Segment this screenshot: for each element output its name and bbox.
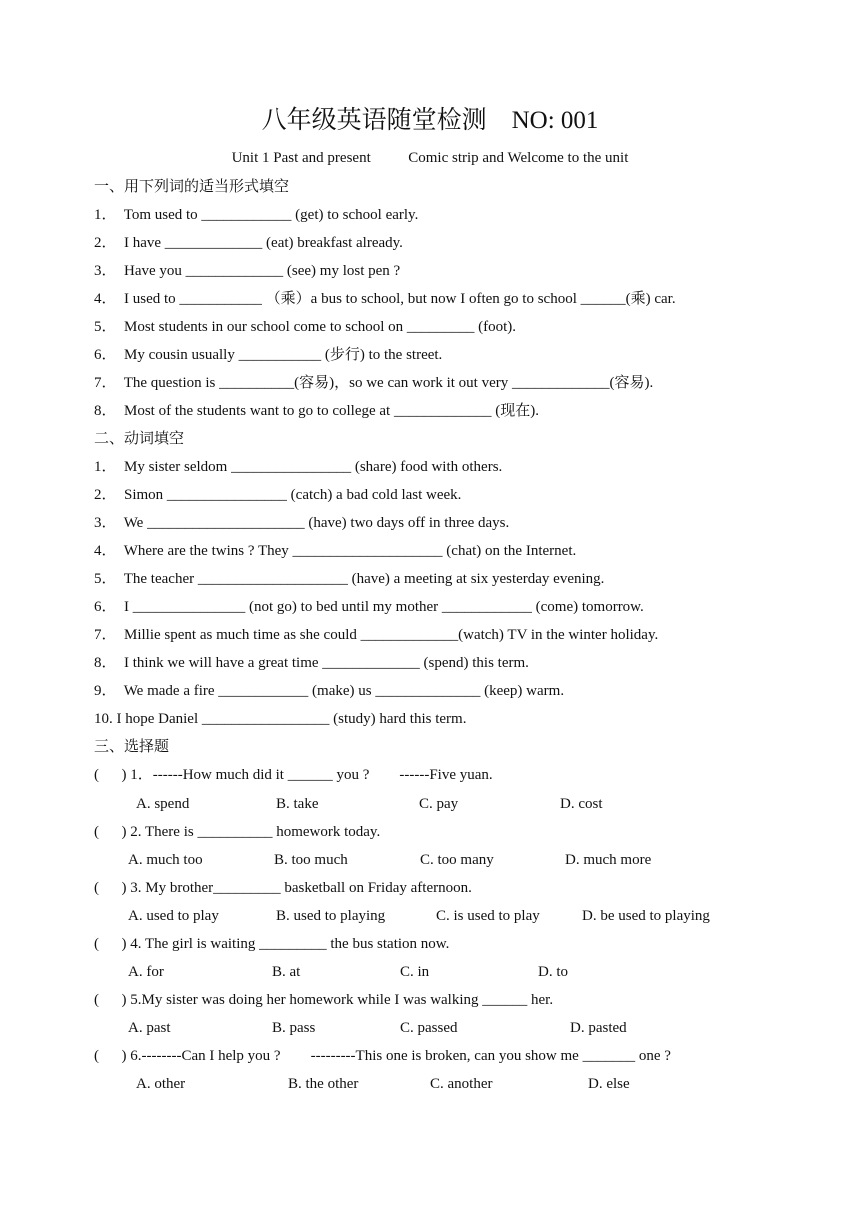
question-item: 2． Simon ________________ (catch) a bad cold last week. [94, 487, 462, 503]
choice-option: A. other [136, 1076, 186, 1092]
question-item: 5． The teacher ____________________ (have) a meeting at six yesterday evening. [94, 571, 605, 587]
choice-option: D. to [538, 964, 568, 980]
choice-option: C. too many [420, 852, 494, 868]
section-heading-fill-in: 一、用下列词的适当形式填空 [94, 179, 290, 195]
choice-option: C. pay [419, 796, 459, 812]
choice-option: A. for [128, 964, 164, 980]
question-item: 9． We made a fire ____________ (make) us ______________ (keep) warm. [94, 683, 565, 699]
section-heading-verbs: 二、动词填空 [94, 431, 185, 447]
choice-option: B. pass [272, 1020, 316, 1036]
choice-option: B. used to playing [276, 908, 386, 924]
question-item: 8． I think we will have a great time _____________ (spend) this term. [94, 655, 529, 671]
question-item: 2． I have _____________ (eat) breakfast already. [94, 235, 403, 251]
choice-question-stem: ( ) 1．------How much did it ______ you ? ------Five yuan. [94, 767, 493, 783]
choice-option: D. much more [565, 852, 652, 868]
choice-question-stem: ( ) 6.--------Can I help you ? ---------This one is broken, can you show me _______ one ? [94, 1048, 671, 1064]
choice-option: D. else [588, 1076, 630, 1092]
page-title: 八年级英语随堂检测 NO: 001 [261, 107, 599, 134]
choice-option: B. too much [274, 852, 348, 868]
question-item: 8． Most of the students want to go to college at _____________ (现在). [94, 403, 539, 419]
choice-option: B. take [276, 796, 319, 812]
question-item: 3． We _____________________ (have) two days off in three days. [94, 515, 510, 531]
choice-question-stem: ( ) 4. The girl is waiting _________ the bus station now. [94, 936, 450, 952]
choice-option: A. much too [128, 852, 203, 868]
choice-option: C. another [430, 1076, 493, 1092]
choice-option: B. the other [288, 1076, 359, 1092]
question-item: 3． Have you _____________ (see) my lost pen ? [94, 263, 401, 279]
question-item: 5． Most students in our school come to school on _________ (foot). [94, 319, 517, 335]
choice-question-stem: ( ) 5.My sister was doing her homework while I was walking ______ her. [94, 992, 554, 1008]
choice-option: D. cost [560, 796, 603, 812]
choice-option: A. used to play [128, 908, 219, 924]
choice-option: C. in [400, 964, 430, 980]
choice-option: D. be used to playing [582, 908, 710, 924]
choice-option: A. spend [136, 796, 190, 812]
choice-option: C. passed [400, 1020, 458, 1036]
question-item: 6． My cousin usually ___________ (步行) to the street. [94, 347, 443, 363]
question-item: 10. I hope Daniel _________________ (study) hard this term. [94, 711, 467, 727]
question-item: 4． I used to ___________ （乘）a bus to school, but now I often go to school ______(乘) car. [94, 291, 676, 307]
choice-question-stem: ( ) 3. My brother_________ basketball on Friday afternoon. [94, 880, 472, 896]
choice-option: A. past [128, 1020, 171, 1036]
question-item: 7． The question is __________(容易)，so we can work it out very _____________(容易). [94, 375, 654, 391]
section-heading-choice: 三、选择题 [94, 739, 170, 755]
question-item: 7． Millie spent as much time as she could _____________(watch) TV in the winter holiday. [94, 627, 659, 643]
question-item: 1． My sister seldom ________________ (share) food with others. [94, 459, 503, 475]
choice-option: B. at [272, 964, 301, 980]
question-item: 6． I _______________ (not go) to bed until my mother ____________ (come) tomorrow. [94, 599, 644, 615]
page-subtitle: Unit 1 Past and present Comic strip and Welcome to the unit [231, 150, 629, 166]
choice-option: D. pasted [570, 1020, 627, 1036]
choice-question-stem: ( ) 2. There is __________ homework today. [94, 824, 381, 840]
question-item: 4． Where are the twins ? They ____________________ (chat) on the Internet. [94, 543, 577, 559]
choice-option: C. is used to play [436, 908, 540, 924]
question-item: 1． Tom used to ____________ (get) to school early. [94, 207, 419, 223]
